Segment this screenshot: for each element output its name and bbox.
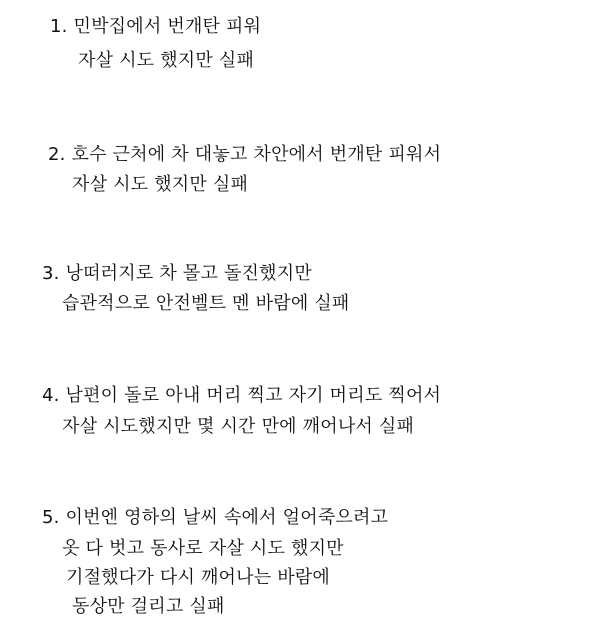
item-1-text-2: 자살 시도 했지만 실패 — [78, 50, 255, 71]
item-5-number: 5. — [42, 507, 60, 528]
item-1-text-1: 민박집에서 번개탄 피워 — [73, 16, 262, 37]
item-3-text-2: 습관적으로 안전벨트 멘 바람에 실패 — [62, 293, 350, 314]
item-4-text-2: 자살 시도했지만 몇 시간 만에 깨어나서 실패 — [62, 416, 415, 437]
item-2-text-1: 호수 근처에 차 대놓고 차안에서 번개탄 피워서 — [71, 144, 442, 165]
item-1-number: 1. — [50, 16, 68, 37]
item-4-text-1: 남편이 돌로 아내 머리 찍고 자기 머리도 찍어서 — [65, 385, 442, 406]
item-5-line-4 — [72, 596, 225, 618]
item-1-line-1 — [50, 16, 261, 38]
item-3-text-1: 낭떠러지로 차 몰고 돌진했지만 — [65, 263, 312, 284]
item-5-line-3 — [66, 567, 330, 589]
item-1-line-2 — [78, 50, 254, 72]
item-5-text-1: 이번엔 영하의 날씨 속에서 얼어죽으려고 — [65, 507, 389, 528]
item-2-line-1 — [48, 144, 441, 166]
item-4-line-1 — [42, 385, 441, 407]
item-5-text-3: 기절했다가 다시 깨어나는 바람에 — [66, 567, 330, 588]
item-3-line-2 — [62, 293, 350, 315]
item-5-line-1 — [42, 507, 388, 529]
item-5-text-2: 옷 다 벗고 동사로 자살 시도 했지만 — [62, 538, 344, 559]
item-2-line-2 — [72, 174, 248, 196]
item-5-text-4: 동상만 걸리고 실패 — [72, 596, 225, 617]
item-5-line-2 — [62, 538, 344, 560]
item-3-line-1 — [42, 263, 312, 285]
item-4-line-2 — [62, 416, 414, 438]
item-2-text-2: 자살 시도 했지만 실패 — [72, 174, 249, 195]
item-3-number: 3. — [42, 263, 60, 284]
item-2-number: 2. — [48, 144, 66, 165]
item-4-number: 4. — [42, 385, 60, 406]
